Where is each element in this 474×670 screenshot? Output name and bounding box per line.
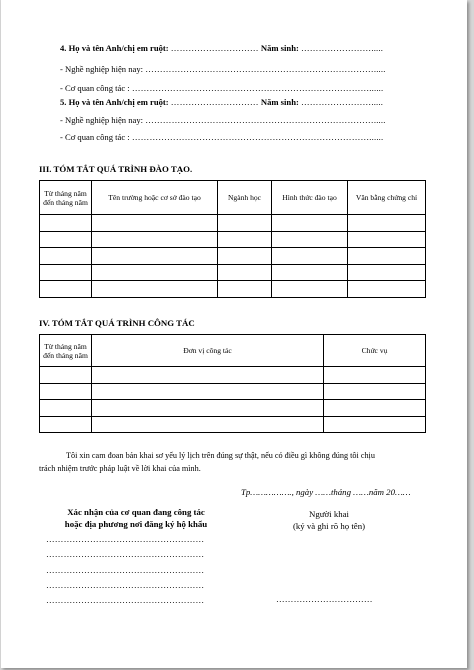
table-cell[interactable]	[272, 248, 348, 265]
sibling-4-name-dots: …………………………	[170, 43, 259, 53]
table-cell[interactable]	[348, 231, 426, 248]
table-cell[interactable]	[92, 248, 218, 265]
sibling-5-agency-dots: ………………………………………………………………………......	[131, 132, 384, 142]
sibling-4-birth-dots: …………………….....	[301, 43, 384, 53]
place-date-line[interactable]: Tp……………., ngày ……tháng ……năm 20……	[241, 487, 411, 497]
table-cell[interactable]	[272, 215, 348, 232]
table-row	[40, 383, 426, 400]
table-cell[interactable]	[348, 264, 426, 281]
table-cell[interactable]	[272, 231, 348, 248]
table-cell[interactable]	[218, 264, 272, 281]
table-cell[interactable]	[324, 400, 426, 417]
sibling-5-name-label: 5. Họ và tên Anh/chị em ruột:	[60, 97, 169, 107]
work-table	[39, 334, 426, 433]
sibling-4-birth-label: Năm sinh:	[260, 43, 299, 53]
confirmation-block-title	[39, 506, 233, 530]
training-header-form: Hình thức đào tạo	[272, 181, 348, 215]
declarant-title: Người khai	[309, 509, 349, 519]
declaration-line-1: Tôi xin cam đoan bản khai sơ yếu lý lịch trên đúng sự thật, nếu có điều gì không đúng tôi chịu	[66, 451, 375, 460]
sibling-5-name-dots: …………………………	[170, 97, 259, 107]
work-header-period: Từ tháng năm đến tháng năm	[40, 335, 92, 367]
table-cell[interactable]	[324, 367, 426, 384]
confirmation-line[interactable]: ………………………………………………	[46, 595, 205, 606]
declaration-paragraph	[39, 449, 431, 475]
table-cell[interactable]	[40, 248, 92, 265]
training-header-degree: Văn bằng chứng chỉ	[348, 181, 426, 215]
table-cell[interactable]	[92, 215, 218, 232]
table-row	[40, 264, 426, 281]
table-cell[interactable]	[218, 248, 272, 265]
sibling-5-job-dots: …………………………………………………………………….....	[145, 115, 386, 125]
table-cell[interactable]	[218, 231, 272, 248]
table-row	[40, 231, 426, 248]
training-table-body	[40, 215, 426, 298]
table-cell[interactable]	[40, 231, 92, 248]
table-cell[interactable]	[92, 400, 324, 417]
table-cell[interactable]	[40, 400, 92, 417]
work-table-body	[40, 367, 426, 433]
work-header-unit: Đơn vị công tác	[92, 335, 324, 367]
sibling-5-birth-dots: …………………….....	[301, 97, 384, 107]
declaration-line-2: trách nhiệm trước pháp luật về lời khai của mình.	[39, 464, 201, 473]
table-row	[40, 416, 426, 433]
table-row	[40, 281, 426, 298]
confirmation-line[interactable]: ………………………………………………	[46, 549, 205, 560]
training-header-major: Ngành học	[218, 181, 272, 215]
table-cell[interactable]	[40, 383, 92, 400]
confirmation-line[interactable]: ………………………………………………	[46, 564, 205, 575]
sibling-5-birth-label: Năm sinh:	[260, 97, 299, 107]
confirmation-line[interactable]: ………………………………………………	[46, 534, 205, 544]
sibling-4-agency-dots: ………………………………………………………………………......	[131, 83, 384, 93]
sibling-4-job-dots: …………………………………………………………………….....	[145, 64, 386, 74]
table-cell[interactable]	[272, 281, 348, 298]
table-cell[interactable]	[40, 281, 92, 298]
table-cell[interactable]	[324, 383, 426, 400]
sibling-4-job-label: - Nghề nghiệp hiện nay:	[60, 64, 144, 74]
table-cell[interactable]	[218, 281, 272, 298]
section-training-title: III. TÓM TẮT QUÁ TRÌNH ĐÀO TẠO.	[39, 164, 193, 174]
training-header-period: Từ tháng năm đến tháng năm	[40, 181, 92, 215]
document-page	[1, 0, 467, 668]
confirmation-title-line-2: hoặc địa phương nơi đăng ký hộ khẩu	[64, 519, 208, 529]
table-cell[interactable]	[324, 416, 426, 433]
table-cell[interactable]	[40, 215, 92, 232]
table-cell[interactable]	[218, 215, 272, 232]
table-cell[interactable]	[92, 367, 324, 384]
sibling-4-name-label: 4. Họ và tên Anh/chị em ruột:	[60, 43, 169, 53]
table-cell[interactable]	[92, 264, 218, 281]
table-row	[40, 215, 426, 232]
sibling-4-job-line	[60, 64, 386, 75]
sibling-4-agency-line	[60, 83, 383, 94]
training-table	[39, 180, 426, 298]
confirmation-dotted-lines	[46, 532, 204, 608]
confirmation-title-line-1: Xác nhận của cơ quan đang công tác	[67, 507, 205, 517]
sibling-5-job-label: - Nghề nghiệp hiện nay:	[60, 115, 144, 125]
table-cell[interactable]	[40, 264, 92, 281]
confirmation-line[interactable]: ………………………………………………	[46, 579, 205, 590]
sibling-5-agency-line	[60, 132, 383, 143]
sibling-5-job-line	[60, 115, 386, 126]
sibling-4-name-line	[60, 43, 383, 54]
table-cell[interactable]	[272, 264, 348, 281]
declarant-signature-line[interactable]: ……………………………	[276, 594, 373, 604]
declarant-block	[263, 508, 395, 532]
table-cell[interactable]	[92, 416, 324, 433]
table-cell[interactable]	[40, 416, 92, 433]
table-cell[interactable]	[348, 281, 426, 298]
table-cell[interactable]	[92, 281, 218, 298]
training-header-school: Tên trường hoặc cơ sở đào tạo	[92, 181, 218, 215]
sibling-4-agency-label: - Cơ quan công tác :	[60, 83, 130, 93]
table-row	[40, 367, 426, 384]
table-cell[interactable]	[348, 248, 426, 265]
section-work-title: IV. TÓM TẮT QUÁ TRÌNH CÔNG TÁC	[39, 318, 195, 328]
table-cell[interactable]	[348, 215, 426, 232]
declarant-subtitle: (ký và ghi rõ họ tên)	[292, 521, 366, 531]
table-row	[40, 400, 426, 417]
table-cell[interactable]	[92, 383, 324, 400]
table-cell[interactable]	[40, 367, 92, 384]
sibling-5-name-line	[60, 97, 383, 108]
sibling-5-agency-label: - Cơ quan công tác :	[60, 132, 130, 142]
table-row	[40, 248, 426, 265]
table-cell[interactable]	[92, 231, 218, 248]
work-header-position: Chức vụ	[324, 335, 426, 367]
